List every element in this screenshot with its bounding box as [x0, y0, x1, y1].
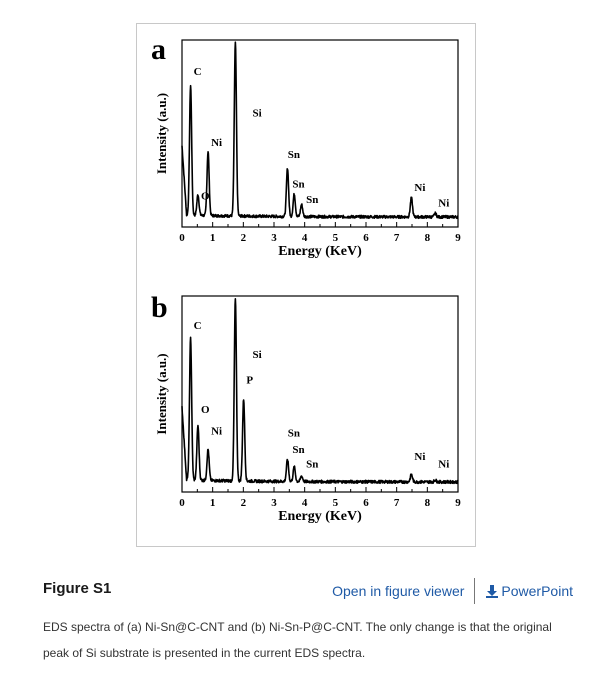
- x-tick-label: 4: [301, 232, 308, 244]
- open-in-figure-viewer-link[interactable]: Open in figure viewer: [332, 583, 465, 599]
- y-axis-label: Intensity (a.u.): [154, 92, 169, 175]
- x-tick-label: 6: [363, 497, 369, 509]
- peak-label-ni: Ni: [438, 197, 450, 210]
- figure-title: Figure S1: [43, 580, 112, 597]
- peak-label-sn: Sn: [292, 443, 305, 456]
- peak-label-sn: Sn: [306, 458, 319, 471]
- x-tick-label: 9: [455, 497, 461, 509]
- peak-label-sn: Sn: [306, 194, 319, 207]
- peak-label-si: Si: [252, 349, 262, 362]
- x-tick-label: 1: [209, 232, 216, 244]
- panel-label-b: b: [151, 291, 168, 324]
- x-tick-label: 6: [363, 232, 369, 244]
- peak-point-sn: [293, 467, 295, 469]
- x-tick-label: 7: [393, 232, 400, 244]
- peak-point-p: [243, 399, 245, 401]
- peak-point-sn: [287, 168, 289, 170]
- figure-actions: [332, 578, 573, 604]
- x-tick-label: 2: [240, 232, 247, 244]
- x-tick-label: 1: [209, 497, 216, 509]
- x-tick-label: 5: [332, 497, 339, 509]
- peak-point-o: [197, 427, 199, 429]
- peak-point-sn: [301, 476, 303, 478]
- y-axis-label: Intensity (a.u.): [154, 353, 169, 435]
- peak-point-sn: [287, 459, 289, 461]
- peak-point-c: [190, 339, 192, 341]
- peak-label-sn: Sn: [292, 178, 305, 191]
- peak-label-o: O: [200, 403, 210, 416]
- action-divider: [474, 578, 475, 604]
- peak-point-ni: [435, 213, 437, 215]
- x-tick-label: 5: [332, 232, 339, 244]
- x-tick-label: 7: [393, 497, 400, 509]
- download-arrow-icon: [485, 584, 499, 598]
- figure-image[interactable]: [136, 23, 476, 547]
- peak-point-ni: [435, 479, 437, 481]
- peak-label-sn: Sn: [287, 427, 300, 440]
- eds-spectra-chart: [137, 24, 477, 548]
- peak-point-si: [235, 43, 237, 45]
- peak-point-sn: [301, 204, 303, 206]
- peak-label-ni: Ni: [438, 458, 450, 471]
- peak-label-ni: Ni: [211, 425, 223, 438]
- x-axis-label: Energy (KeV): [278, 509, 362, 524]
- figure-caption: EDS spectra of (a) Ni-Sn@C-CNT and (b) Ni-Sn-P@C-CNT. The only change is that the original peak of Si substrate is presented in the current EDS spectra.: [43, 620, 552, 660]
- x-tick-label: 0: [179, 232, 185, 244]
- peak-point-ni: [207, 450, 209, 452]
- peak-label-si: Si: [252, 107, 262, 120]
- peak-label-p: P: [246, 374, 254, 387]
- peak-label-ni: Ni: [414, 451, 426, 464]
- peak-label-ni: Ni: [211, 137, 223, 150]
- x-axis-label: Energy (KeV): [278, 244, 362, 259]
- peak-point-ni: [207, 152, 209, 154]
- x-tick-label: 9: [455, 232, 461, 244]
- panel-label-a: a: [151, 33, 166, 66]
- peak-point-ni: [411, 197, 413, 199]
- peak-label-ni: Ni: [414, 182, 426, 195]
- x-tick-label: 3: [271, 232, 277, 244]
- peak-point-si: [235, 299, 237, 301]
- x-tick-label: 0: [179, 497, 185, 509]
- peak-label-c: C: [193, 66, 202, 79]
- x-tick-label: 8: [424, 497, 431, 509]
- plot-frame-a: [182, 40, 458, 227]
- peak-label-o: O: [200, 190, 210, 203]
- peak-point-c: [190, 86, 192, 88]
- powerpoint-download-link[interactable]: [485, 583, 573, 599]
- peak-label-c: C: [193, 320, 202, 333]
- peak-label-sn: Sn: [287, 149, 300, 162]
- peak-point-o: [197, 195, 199, 197]
- x-tick-label: 8: [424, 232, 431, 244]
- powerpoint-label: PowerPoint: [501, 583, 573, 599]
- peak-point-sn: [293, 194, 295, 196]
- x-tick-label: 4: [301, 497, 308, 509]
- peak-point-ni: [411, 474, 413, 476]
- x-tick-label: 3: [271, 497, 277, 509]
- x-tick-label: 2: [240, 497, 247, 509]
